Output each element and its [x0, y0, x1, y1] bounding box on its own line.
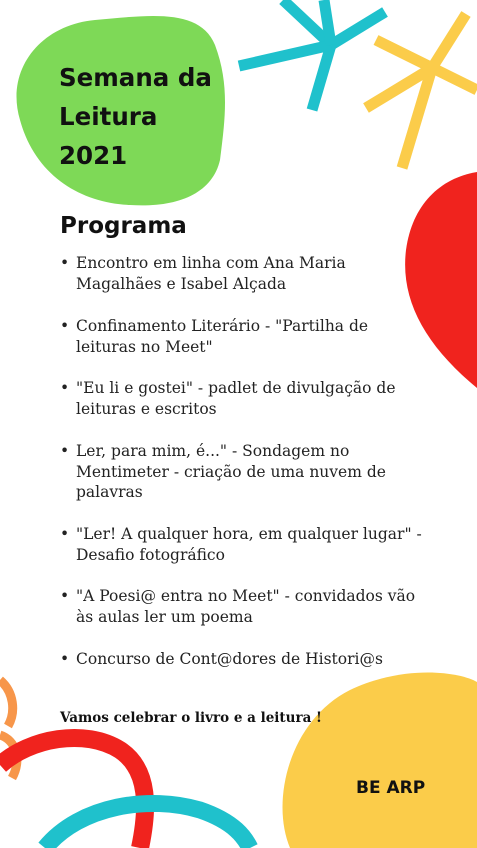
program-item	[60, 441, 432, 503]
library-signature: BE ARP	[356, 778, 426, 798]
bullet-icon: •	[60, 650, 70, 668]
closing-message: Vamos celebrar o livro e a leitura !	[60, 710, 322, 726]
event-title	[59, 58, 239, 175]
program-item	[60, 253, 432, 294]
bullet-icon: •	[60, 317, 70, 335]
program-item	[60, 649, 432, 670]
program-item-text: "A Poesi@ entra no Meet" - convidados vão às aulas ler um poema	[76, 587, 416, 626]
program-item-text: "Eu li e gostei" - padlet de divulgação de leituras e escritos	[76, 379, 396, 418]
program-item-text: Encontro em linha com Ana Maria Magalhães e Isabel Alçada	[76, 254, 346, 293]
bullet-icon: •	[60, 525, 70, 543]
bullet-icon: •	[60, 442, 70, 460]
yellow-star-shape	[366, 14, 477, 168]
program-item-text: "Ler! A qualquer hora, em qualquer lugar" - Desafio fotográfico	[76, 525, 422, 564]
title-line: Leitura	[59, 102, 158, 131]
program-item	[60, 586, 432, 627]
yellow-blob	[283, 673, 477, 848]
program-item	[60, 378, 432, 419]
program-item	[60, 524, 432, 565]
program-heading: Programa	[60, 213, 187, 239]
program-item-text: Ler, para mim, é..." - Sondagem no Mentimeter - criação de uma nuvem de palavras	[76, 442, 386, 501]
program-item-text: Concurso de Cont@dores de Histori@s	[76, 650, 383, 668]
bullet-icon: •	[60, 379, 70, 397]
title-line: 2021	[59, 141, 128, 170]
cyan-star-shape	[239, 0, 385, 110]
bullet-icon: •	[60, 587, 70, 605]
program-item	[60, 316, 432, 357]
title-line: Semana da	[59, 63, 212, 92]
bullet-icon: •	[60, 254, 70, 272]
program-item-text: Confinamento Literário - "Partilha de leituras no Meet"	[76, 317, 369, 356]
